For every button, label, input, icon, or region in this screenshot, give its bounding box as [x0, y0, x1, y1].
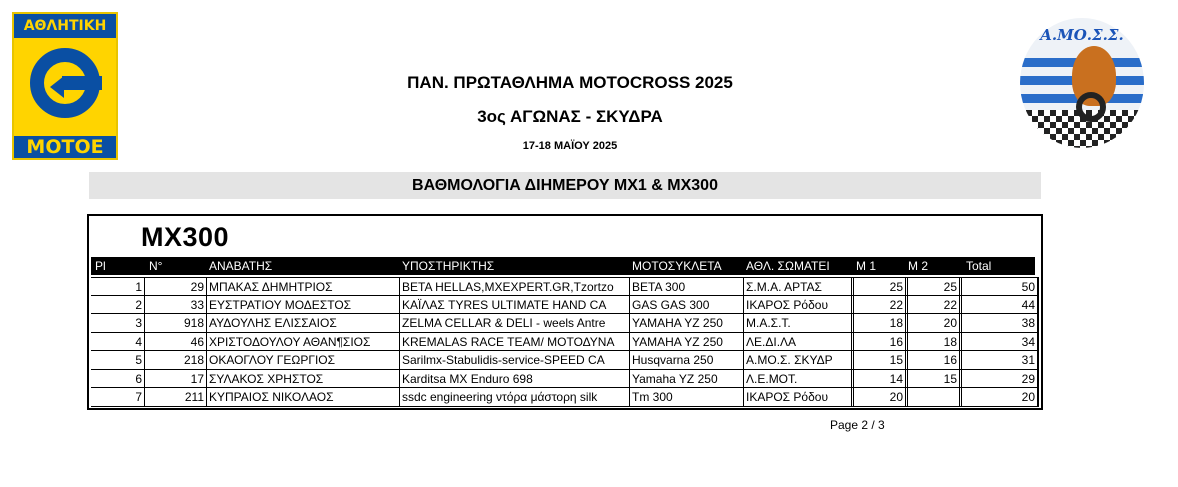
cell-rider: ΧΡΙΣΤΟΔΟΥΛΟΥ ΑΘΑΝ¶ΣΙΟΣ: [206, 333, 399, 351]
cell-m1: 14: [851, 370, 905, 388]
cell-sponsor: ZELMA CELLAR & DELI - weels Antre: [399, 314, 629, 332]
cell-pl: 5: [135, 353, 142, 367]
logo-emblem: [14, 38, 116, 136]
table-row: [91, 351, 1039, 370]
col-header-pl: Pl: [95, 259, 106, 273]
results-table-body: [91, 277, 1039, 407]
cell-total: 31: [959, 351, 1037, 369]
athletic-motoe-logo: [12, 12, 118, 160]
cell-m1: 25: [851, 278, 905, 296]
amoss-club-logo: [1016, 14, 1148, 154]
table-row: [91, 388, 1039, 407]
col-header-bike: ΜΟΤΟΣΥΚΛΕΤΑ: [632, 259, 722, 273]
cell-bike: Husqvarna 250: [629, 351, 743, 369]
table-header: [91, 257, 1039, 275]
cell-bike: GAS GAS 300: [629, 296, 743, 314]
cell-sponsor: BETA HELLAS,MXEXPERT.GR,Tzortzo: [399, 278, 629, 296]
col-header-number: N°: [149, 259, 163, 273]
cell-m1: 15: [851, 351, 905, 369]
cell-m2: [905, 388, 959, 406]
event-title: 3ος ΑΓΩΝΑΣ - ΣΚΥΔΡΑ: [477, 107, 663, 126]
cell-club: Μ.Α.Σ.Τ.: [743, 314, 851, 332]
col-header-rider: ΑΝΑΒΑΤΗΣ: [209, 259, 273, 273]
cell-number: 17: [144, 370, 206, 388]
cell-number: 218: [144, 351, 206, 369]
class-title: MX300: [141, 222, 230, 252]
col-header-club: ΑΘΛ. ΣΩΜΑΤΕΙ: [746, 259, 830, 273]
cell-m2: 15: [905, 370, 959, 388]
cell-pl: 3: [135, 316, 142, 330]
cell-rider: ΣΥΛΑΚΟΣ ΧΡΗΣΤΟΣ: [206, 370, 399, 388]
cell-club: ΙΚΑΡΟΣ Ρόδου: [743, 388, 851, 406]
page-number: Page 2 / 3: [830, 418, 885, 432]
table-row: [91, 296, 1039, 315]
cell-rider: ΕΥΣΤΡΑΤΙΟΥ ΜΟΔΕΣΤΟΣ: [206, 296, 399, 314]
cell-bike: Yamaha YZ 250: [629, 370, 743, 388]
cell-pl: 2: [135, 297, 142, 312]
table-row: [91, 370, 1039, 389]
cell-total: 29: [959, 370, 1037, 388]
cell-m2: 25: [905, 278, 959, 296]
cell-sponsor: Karditsa MX Enduro 698: [399, 370, 629, 388]
section-band: [89, 172, 1041, 199]
cell-number: 211: [144, 388, 206, 406]
cell-club: ΛΕ.ΔΙ.ΛΑ: [743, 333, 851, 351]
cell-m1: 22: [851, 296, 905, 314]
cell-number: 918: [144, 314, 206, 332]
section-title: ΒΑΘΜΟΛΟΓΙΑ ΔΙΗΜΕΡΟΥ MX1 & MX300: [412, 177, 718, 194]
cell-bike: YAMAHA YZ 250: [629, 333, 743, 351]
cell-total: 38: [959, 314, 1037, 332]
cell-sponsor: Sarilmx-Stabulidis-service-SPEED CA: [399, 351, 629, 369]
cell-club: Σ.Μ.Α. ΑΡΤΑΣ: [743, 278, 851, 296]
cell-number: 33: [144, 296, 206, 314]
cell-club: ΙΚΑΡΟΣ Ρόδου: [743, 296, 851, 314]
cell-rider: ΜΠΑΚΑΣ ΔΗΜΗΤΡΙΟΣ: [206, 278, 399, 296]
cell-m2: 20: [905, 314, 959, 332]
logo-text: Α.ΜΟ.Σ.Σ.: [1040, 26, 1124, 44]
cell-pl: 7: [135, 390, 142, 404]
cell-club: Λ.Ε.ΜΟΤ.: [743, 370, 851, 388]
table-row: [91, 277, 1039, 296]
cell-m1: 18: [851, 314, 905, 332]
event-dates: 17-18 ΜΑΪΟΥ 2025: [522, 140, 618, 152]
cell-sponsor: KREMALAS RACE TEAM/ ΜΟΤΟΔΥΝΑ: [399, 333, 629, 351]
wheel-icon: [1076, 92, 1106, 122]
cell-bike: Tm 300: [629, 388, 743, 406]
cell-number: 46: [144, 333, 206, 351]
cell-rider: ΚΥΠΡΑΙΟΣ ΝΙΚΟΛΑΟΣ: [206, 388, 399, 406]
cell-pl: 1: [135, 280, 142, 294]
cell-total: 50: [959, 278, 1037, 296]
cell-club: Α.ΜΟ.Σ. ΣΚΥΔΡ: [743, 351, 851, 369]
cell-m1: 20: [851, 388, 905, 406]
table-row: [91, 314, 1039, 333]
results-panel: [87, 214, 1043, 410]
cell-pl: 6: [135, 371, 142, 386]
col-header-m1: M 1: [856, 259, 877, 273]
col-header-m2: M 2: [908, 259, 929, 273]
table-row: [91, 333, 1039, 352]
logo-bottom-text: MOTOE: [14, 136, 116, 158]
col-header-sponsor: ΥΠΟΣΤΗΡΙΚΤΗΣ: [402, 259, 495, 273]
cell-bike: YAMAHA YZ 250: [629, 314, 743, 332]
cell-total: 44: [959, 296, 1037, 314]
cell-total: 34: [959, 333, 1037, 351]
cell-sponsor: ssdc engineering ντόρα μάστορη silk: [399, 388, 629, 406]
cell-m2: 16: [905, 351, 959, 369]
cell-number: 29: [144, 278, 206, 296]
championship-title: ΠΑΝ. ΠΡΩΤΑΘΛΗΜΑ MOTOCROSS 2025: [407, 73, 733, 92]
cell-bike: BETA 300: [629, 278, 743, 296]
cell-m1: 16: [851, 333, 905, 351]
logo-top-text: ΑΘΛΗΤΙΚΗ: [14, 14, 116, 38]
cell-rider: ΑΥΔΟΥΛΗΣ ΕΛΙΣΣΑΙΟΣ: [206, 314, 399, 332]
cell-total: 20: [959, 388, 1037, 406]
cell-m2: 18: [905, 333, 959, 351]
arrow-icon: [50, 76, 64, 98]
col-header-total: Total: [966, 259, 992, 273]
cell-m2: 22: [905, 296, 959, 314]
cell-sponsor: ΚΑΪΛΑΣ TYRES ULTIMATE HAND CA: [399, 296, 629, 314]
cell-pl: 4: [135, 334, 142, 349]
cell-rider: ΟΚΑΟΓΛΟΥ ΓΕΩΡΓΙΟΣ: [206, 351, 399, 369]
